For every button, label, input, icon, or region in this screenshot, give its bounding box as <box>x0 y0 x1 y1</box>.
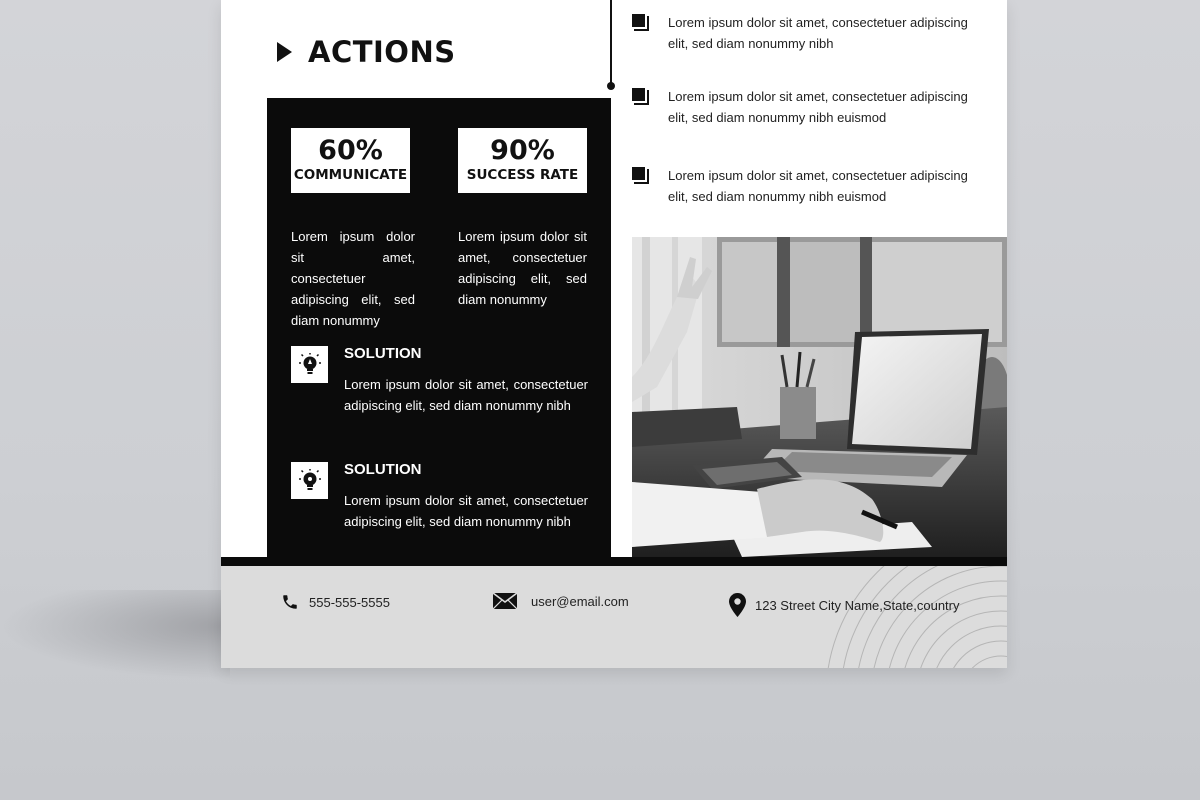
email-address: user@email.com <box>531 593 629 609</box>
bullet-text: Lorem ipsum dolor sit amet, consectetuer adipiscing elit, sed diam nonummy nibh <box>668 15 968 51</box>
lightbulb-icon <box>291 346 328 383</box>
section-title: ACTIONS <box>308 35 456 69</box>
bullet-item <box>632 165 972 207</box>
stat-value: 60% <box>318 135 383 166</box>
phone-number: 555-555-5555 <box>309 594 390 610</box>
contact-phone <box>281 593 390 611</box>
triangle-icon <box>277 42 292 62</box>
footer-divider <box>221 557 1007 566</box>
square-bullet-icon <box>632 14 652 34</box>
bullet-item <box>632 86 972 128</box>
section-heading <box>277 32 456 72</box>
bullet-text: Lorem ipsum dolor sit amet, consectetuer adipiscing elit, sed diam nonummy nibh euismod <box>668 89 968 125</box>
contact-footer <box>221 566 1007 668</box>
stat-box-communicate <box>291 128 410 193</box>
decorative-arcs <box>221 566 1007 668</box>
flyer-page <box>221 0 1007 668</box>
square-bullet-icon <box>632 88 652 108</box>
contact-address <box>729 593 959 617</box>
envelope-icon <box>493 593 517 609</box>
stat-description: Lorem ipsum dolor sit amet, consectetuer adipiscing elit, sed diam nonummy <box>291 229 415 328</box>
bullet-text: Lorem ipsum dolor sit amet, consectetuer adipiscing elit, sed diam nonummy nibh euismod <box>668 168 968 204</box>
contact-email <box>493 593 629 609</box>
phone-icon <box>281 593 299 611</box>
stat-label: SUCCESS RATE <box>466 167 579 183</box>
square-bullet-icon <box>632 167 652 187</box>
solution-text: Lorem ipsum dolor sit amet, consectetuer adipiscing elit, sed diam nonummy nibh <box>344 377 588 413</box>
stats-panel <box>267 98 611 558</box>
stat-description: Lorem ipsum dolor sit amet, consectetuer adipiscing elit, sed diam nonummy <box>458 229 587 307</box>
office-photo <box>632 237 1007 557</box>
stat-value: 90% <box>490 135 555 166</box>
solution-title: SOLUTION <box>344 345 422 362</box>
location-pin-icon <box>729 593 746 617</box>
solution-title: SOLUTION <box>344 461 422 478</box>
floor-shadow <box>0 590 230 680</box>
bullet-item <box>632 12 972 54</box>
lightbulb-icon <box>291 462 328 499</box>
timeline-line <box>610 0 612 86</box>
stat-box-success-rate <box>458 128 587 193</box>
solution-text: Lorem ipsum dolor sit amet, consectetuer adipiscing elit, sed diam nonummy nibh <box>344 493 588 529</box>
street-address: 123 Street City Name,State,country <box>755 597 960 613</box>
stat-label: COMMUNICATE <box>293 167 408 183</box>
timeline-dot <box>607 82 615 90</box>
